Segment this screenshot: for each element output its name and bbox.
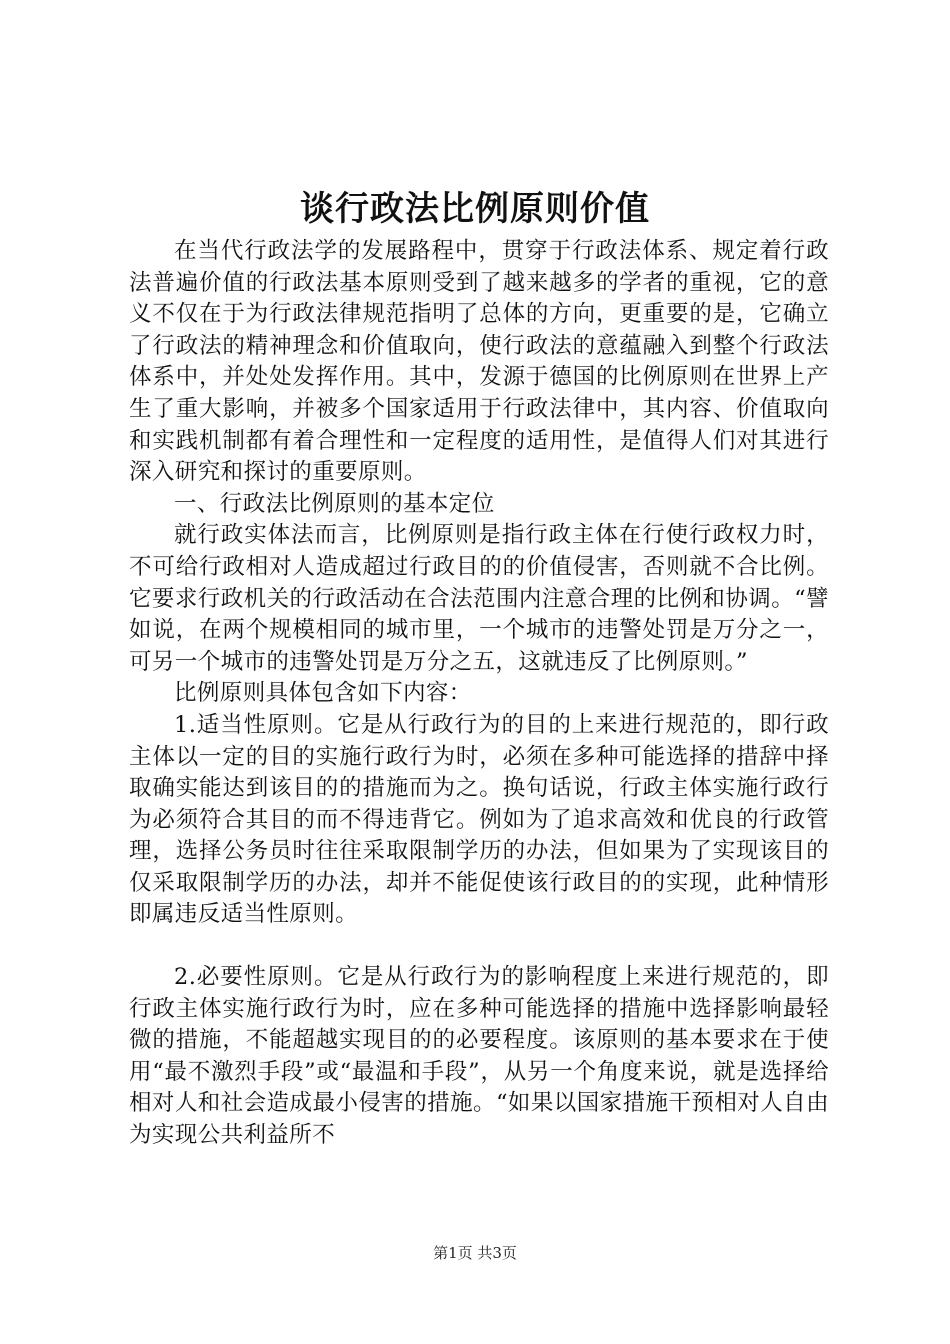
document-body [129, 236, 829, 1152]
definition-paragraph: 就行政实体法而言，比例原则是指行政主体在行使行政权力时，不可给行政相对人造成超过行政目的的价值侵害，否则就不合比例。它要求行政机关的行政活动在合法范围内注意合理的比例和协调。“譬如说，在两个规模相同的城市里，一个城市的违警处罚是万分之一，可另一个城市的违警处罚是万分之五，这就违反了比例原则。” [129, 522, 829, 675]
paragraph-gap [129, 931, 829, 962]
content-intro-paragraph: 比例原则具体包含如下内容： [174, 680, 472, 707]
intro-paragraph: 在当代行政法学的发展路程中，贯穿于行政法体系、规定着行政法普遍价值的行政法基本原则受到了越来越多的学者的重视，它的意义不仅在于为行政法律规范指明了总体的方向，更重要的是，它确立了行政法的精神理念和价值取向，使行政法的意蕴融入到整个行政法体系中，并处处发挥作用。其中，发源于德国的比例原则在世界上产生了重大影响，并被多个国家适用于行政法律中，其内容、价值取向和实践机制都有着合理性和一定程度的适用性，是值得人们对其进行深入研究和探讨的重要原则。 [129, 238, 829, 486]
page-footer: 第1页 共3页 [433, 1244, 517, 1262]
section-heading: 一、行政法比例原则的基本定位 [174, 490, 495, 517]
necessity-principle-paragraph: 2.必要性原则。它是从行政行为的影响程度上来进行规范的，即行政主体实施行政行为时，应在多种可能选择的措施中选择影响最轻微的措施，不能超越实现目的的必要程度。该原则的基本要求在于使用“最不激烈手段”或“最温和手段”，从另一个角度来说，就是选择给相对人和社会造成最小侵害的措施。“如果以国家措施干预相对人自由为实现公共利益所不 [129, 964, 829, 1149]
document-title: 谈行政法比例原则价值 [300, 189, 650, 229]
suitability-principle-paragraph: 1.适当性原则。它是从行政行为的目的上来进行规范的，即行政主体以一定的目的实施行政行为时，必须在多种可能选择的措辞中择取确实能达到该目的的措施而为之。换句话说，行政主体实施行政行为必须符合其目的而不得违背它。例如为了追求高效和优良的行政管理，选择公务员时往往采取限制学历的办法，但如果为了实现该目的仅采取限制学历的办法，却并不能促使该行政目的的实现，此种情形即属违反适当性原则。 [129, 711, 829, 928]
